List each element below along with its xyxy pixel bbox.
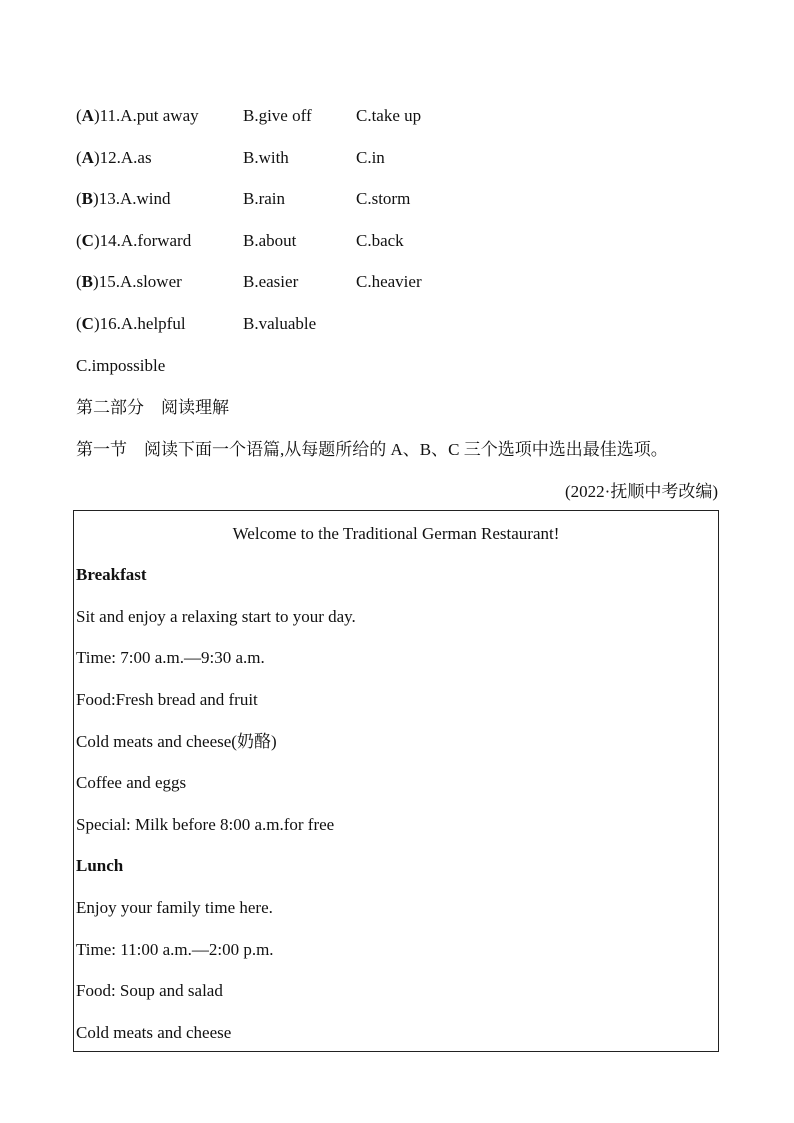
menu-title: Welcome to the Traditional German Restaurant! (232, 524, 560, 543)
option-b: B.easier (243, 272, 299, 291)
question-label: (C)14.A.forward (76, 231, 192, 250)
menu-box (73, 510, 719, 1052)
question-label: (B)15.A.slower (76, 272, 182, 291)
question-label: (B)13.A.wind (76, 189, 171, 208)
option-b: B.about (243, 231, 297, 250)
option-c: C.take up (356, 106, 422, 125)
option-c: C.in (356, 148, 385, 167)
section-instruction: 第一节 阅读下面一个语篇,从每题所给的 A、B、C 三个选项中选出最佳选项。 (76, 440, 668, 459)
breakfast-special: Special: Milk before 8:00 a.m.for free (76, 815, 335, 834)
breakfast-time: Time: 7:00 a.m.—9:30 a.m. (76, 648, 265, 667)
lunch-intro: Enjoy your family time here. (76, 898, 273, 917)
question-label: (A)12.A.as (76, 148, 152, 167)
lunch-heading: Lunch (76, 856, 124, 875)
option-c: C.storm (356, 189, 411, 208)
part-heading: 第二部分 阅读理解 (76, 398, 229, 417)
option-c: C.impossible (76, 356, 166, 375)
option-b: B.valuable (243, 314, 317, 333)
breakfast-food-1: Food:Fresh bread and fruit (76, 690, 258, 709)
question-label: (A)11.A.put away (76, 106, 199, 125)
lunch-food-1: Food: Soup and salad (76, 981, 223, 1000)
lunch-time: Time: 11:00 a.m.—2:00 p.m. (76, 940, 274, 959)
option-b: B.rain (243, 189, 286, 208)
option-c: C.back (356, 231, 404, 250)
option-c: C.heavier (356, 272, 422, 291)
breakfast-intro: Sit and enjoy a relaxing start to your day. (76, 607, 356, 626)
option-b: B.give off (243, 106, 312, 125)
breakfast-food-3: Coffee and eggs (76, 773, 187, 792)
source-note: (2022·抚顺中考改编) (565, 482, 718, 501)
breakfast-heading: Breakfast (76, 565, 147, 584)
option-b: B.with (243, 148, 289, 167)
lunch-food-2: Cold meats and cheese (76, 1023, 232, 1042)
breakfast-food-2: Cold meats and cheese(奶酪) (76, 732, 277, 751)
question-label: (C)16.A.helpful (76, 314, 186, 333)
